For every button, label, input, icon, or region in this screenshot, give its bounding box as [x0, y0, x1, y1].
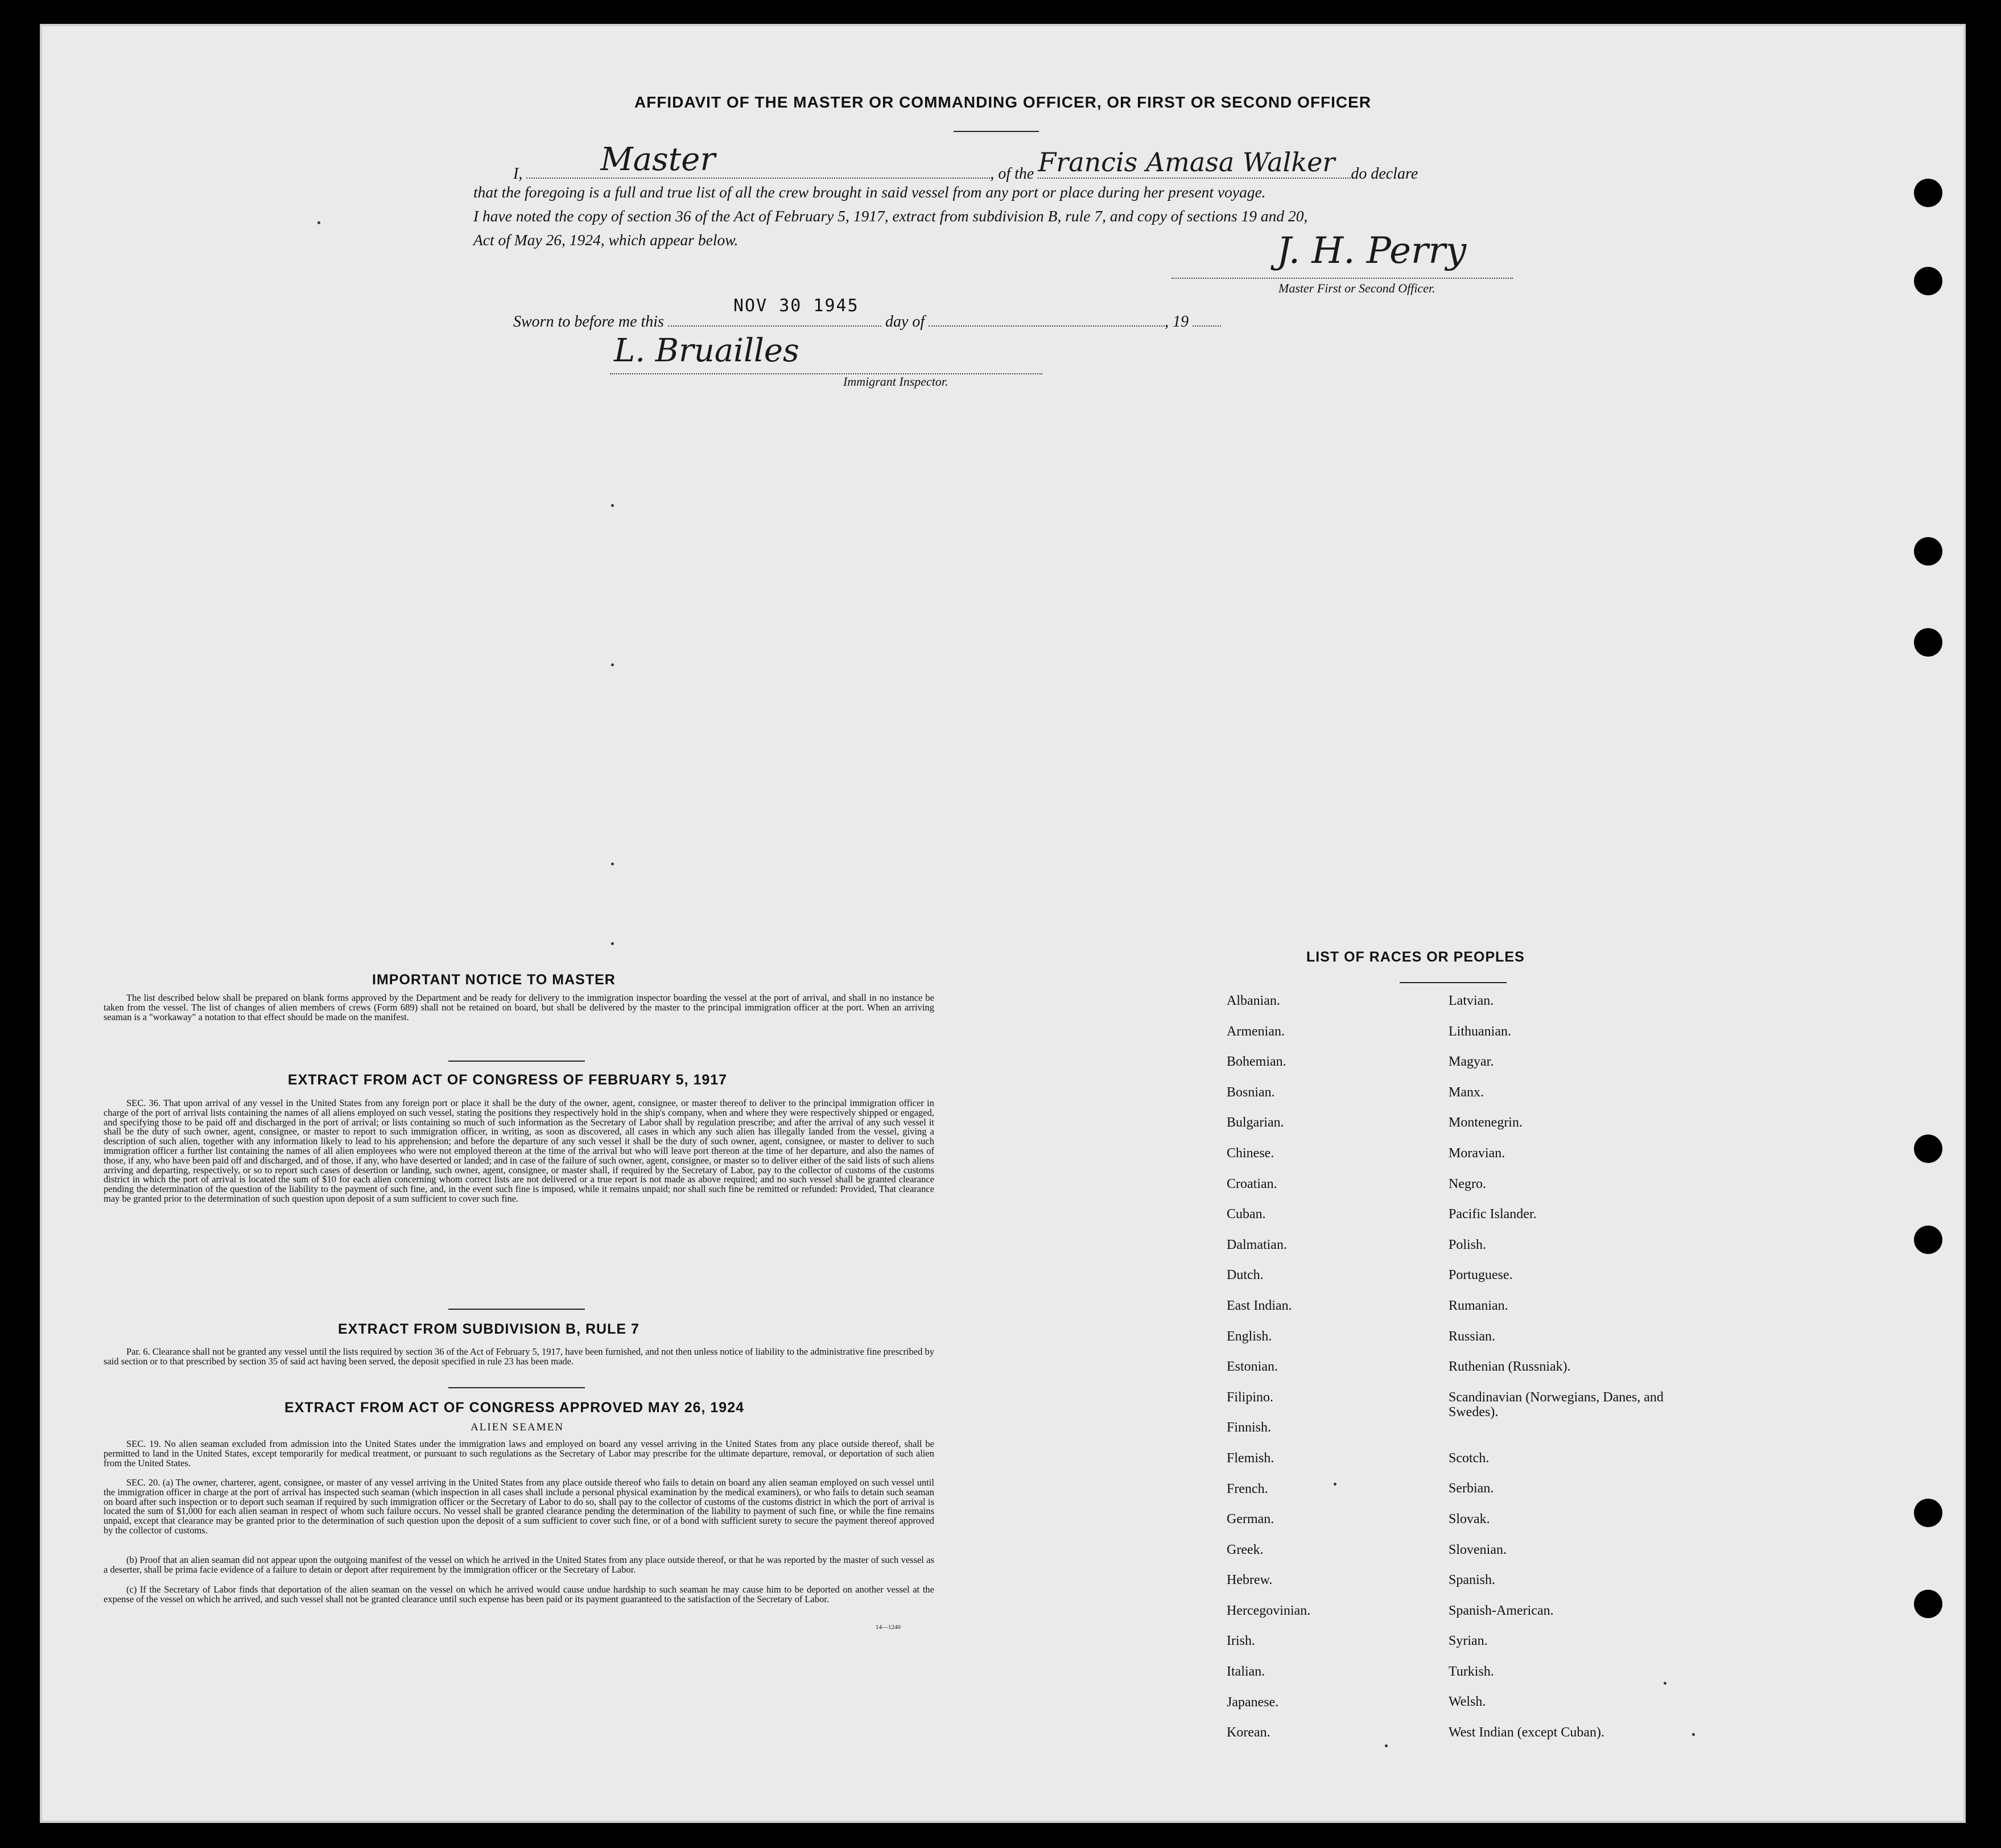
sec19-text: SEC. 19. No alien seaman excluded from admission into the United States under the immigration laws and employed on board any vessel arriving in the United States from any place outside thereof, shall be permitted to land in the United States, except temporarily for medical treatment, or pursuant to such regulations as the Secretary of Labor may prescribe for the ultimate departure, removal, or deportation of such alien from the United States.: [104, 1438, 934, 1468]
race-item: Magyar.: [1449, 1054, 1494, 1070]
race-item: Montenegrin.: [1449, 1115, 1523, 1131]
punch-hole: [1914, 628, 1942, 657]
vessel-name-field: [1038, 147, 1351, 179]
punch-hole: [1914, 1590, 1942, 1618]
punch-hole: [1914, 267, 1942, 295]
race-item: Scotch.: [1449, 1450, 1490, 1466]
punch-hole: [1914, 1499, 1942, 1527]
extract-1917-text: SEC. 36. That upon arrival of any vessel in the United States from any foreign port or place it shall be the duty of the owner, agent, consignee, or master thereof to deliver to the principal immigration officer in charge of the port of arrival lists containing the names of all aliens employed on such vessel, stating the positions they respectively hold in the ship's company, when and where they were respectively shipped or engaged, and specifying those to be paid off and discharged in the port of arrival; or lists containing so much of such information as the Secretary of Labor shall by regulation prescribe; and after the arrival of any such vessel it shall be the duty of such owner, agent, consignee, or master to report to such immigration officer, in writing, as soon as discovered, all cases in which any such alien has illegally landed from the vessel, giving a description of such alien, together with any information likely to lead to his apprehension; and before the departure of any such vessel it shall be the duty of such owner, agent, consignee, or master to deliver to such immigration officer a further list containing the names of all alien employees who were not employed thereon at the time of the arrival but who will leave port thereon at the time of her departure, and also the names of those, if any, who have been paid off and discharged, and of those, if any, who have deserted or landed; and in case of the failure of such owner, agent, consignee, or master so to deliver either of the said lists of such aliens arriving and departing, respectively, or so to report such cases of desertion or landing, such owner, agent, consignee, or master shall, if required by the Secretary of Labor, pay to the collector of customs of the customs district in which the port of arrival is located the sum of $10 for each alien concerning whom correct lists are not delivered or a true report is not made as above required; and no such vessel shall be granted clearance pending the determination of the question of the liability to the payment of such fine, and, in the event such fine is imposed, while it remains unpaid; nor shall such fine be remitted or refunded: Provided, That clearance may be granted prior to the determination of such question upon deposit of a sum sufficient to cover such fine.: [104, 1098, 934, 1204]
race-item: German.: [1227, 1512, 1274, 1527]
race-item: Slovenian.: [1449, 1542, 1507, 1557]
race-item: Turkish.: [1449, 1664, 1494, 1679]
race-item: French.: [1227, 1481, 1268, 1496]
affidavit-title: AFFIDAVIT OF THE MASTER OR COMMANDING OFFICER, OR FIRST OR SECOND OFFICER: [634, 93, 1372, 111]
race-item: Moravian.: [1449, 1145, 1505, 1161]
notice-text: The list described below shall be prepared on blank forms approved by the Department and be ready for delivery to the immigration inspector boarding the vessel at the port of arrival, and shall in no instance be taken from the vessel. The list of changes of alien members of crews (Form 689) shall not be retained on board, but shall be delivered by the master to the principal immigration officer at the port. When an arriving seaman is a "workaway" a notation to that effect should be made on the manifest.: [104, 992, 934, 1022]
race-item: Bulgarian.: [1227, 1115, 1284, 1131]
race-item: Korean.: [1227, 1725, 1270, 1740]
race-item: Portuguese.: [1449, 1268, 1513, 1283]
master-name-field: [526, 141, 990, 179]
master-name-handwriting: Master: [600, 141, 716, 178]
punch-hole: [1914, 1135, 1942, 1163]
race-item: Italian.: [1227, 1664, 1265, 1680]
race-item: Slovak.: [1449, 1511, 1490, 1527]
race-item: Japanese.: [1227, 1694, 1279, 1710]
ink-speck: [1692, 1733, 1695, 1736]
declaration-line-3: I have noted the copy of section 36 of the Act of February 5, 1917, extract from subdivision B, rule 7, and copy of sections 19 and 20,: [473, 207, 1308, 225]
declaration-line-1: [513, 141, 1418, 183]
section-rule: [448, 1061, 585, 1062]
race-item: Greek.: [1227, 1542, 1264, 1557]
inspector-signature: L. Bruailles: [614, 332, 799, 369]
race-item: Estonian.: [1227, 1359, 1278, 1375]
sec20a-text: SEC. 20. (a) The owner, charterer, agent, consignee, or master of any vessel arriving in the United States from any place outside thereof who fails to detain on board any alien seaman employed on such vessel until the immigration officer in charge at the port of arrival has inspected such seaman (which inspection in all cases shall include a personal physical examination by the medical examiners), or who fails to detain such seaman on board after such inspection or to deport such seaman if required by such immigration officer or the Secretary of Labor to do so, shall pay to the collector of customs of the customs district in which the port of arrival is located the sum of $1,000 for each alien seaman in respect of whom such failure occurs. No vessel shall be granted clearance pending the determination of the liability to payment of such fine, or while the fine remains unpaid, except that clearance may be granted prior to the determination of such question upon the deposit of a sum sufficient to cover such fine, or of a bond with sufficient surety to secure the payment thereof approved by the collector of customs.: [104, 1477, 934, 1536]
race-item: Lithuanian.: [1449, 1024, 1511, 1039]
month-field: [929, 311, 1165, 327]
race-item: Hebrew.: [1227, 1573, 1273, 1588]
race-item: Scandinavian (Norwegians, Danes, and Swedes).: [1449, 1389, 1664, 1420]
of-the-label: , of the: [990, 165, 1034, 183]
section-rule: [448, 1387, 585, 1388]
race-item: Dutch.: [1227, 1268, 1264, 1283]
race-item: Bohemian.: [1227, 1054, 1286, 1070]
inspector-caption: Immigrant Inspector.: [843, 374, 948, 389]
race-item: Polish.: [1449, 1237, 1487, 1252]
ink-speck: [1334, 1483, 1336, 1486]
inspector-signature-line: [610, 372, 1042, 374]
ink-speck: [317, 221, 320, 224]
race-item: Spanish-American.: [1449, 1603, 1554, 1618]
race-item: Flemish.: [1227, 1450, 1274, 1466]
race-item: Dalmatian.: [1227, 1237, 1287, 1252]
race-item: Manx.: [1449, 1084, 1484, 1100]
race-item: Ruthenian (Russniak).: [1449, 1359, 1571, 1375]
sworn-prefix: Sworn to before me this: [513, 313, 664, 331]
section-rule: [448, 1309, 585, 1310]
race-item: Finnish.: [1227, 1420, 1272, 1436]
ink-speck: [611, 504, 614, 507]
race-item: East Indian.: [1227, 1298, 1292, 1313]
year-field: [1193, 311, 1221, 327]
declaration-line-4: Act of May 26, 1924, which appear below.: [473, 231, 738, 249]
race-item: Negro.: [1449, 1176, 1486, 1191]
ink-speck: [611, 663, 614, 666]
race-item: Filipino.: [1227, 1389, 1274, 1405]
signature-line: [1171, 277, 1513, 279]
races-left-column: [1227, 993, 1310, 1756]
year-prefix: , 19: [1165, 313, 1189, 331]
punch-hole: [1914, 179, 1942, 207]
ink-speck: [611, 942, 614, 945]
declaration-line-2: that the foregoing is a full and true list of all the crew brought in said vessel from any port or place during her present voyage.: [473, 183, 1266, 201]
race-item: Irish.: [1227, 1634, 1255, 1649]
races-title: LIST OF RACES OR PEOPLES: [1306, 949, 1525, 965]
race-item: Armenian.: [1227, 1024, 1285, 1039]
race-item: Pacific Islander.: [1449, 1207, 1537, 1222]
sec20b-text: (b) Proof that an alien seaman did not appear upon the outgoing manifest of the vessel on which he arrived in the United States from any place outside thereof, or that he was reported by the master of such vessel as a deserter, shall be prima facie evidence of a failure to detain or deport after requirement by the immigration officer or the Secretary of Labor.: [104, 1554, 934, 1575]
sworn-day-field: [668, 296, 881, 327]
do-declare-label: do declare: [1351, 165, 1418, 183]
race-item: English.: [1227, 1329, 1272, 1344]
extract-1924-title: EXTRACT FROM ACT OF CONGRESS APPROVED MAY 26, 1924: [284, 1400, 745, 1416]
signature-caption: Master First or Second Officer.: [1278, 281, 1435, 295]
date-stamp: NOV 30 1945: [733, 296, 859, 316]
document-page: [40, 24, 1966, 1823]
sworn-line: [513, 296, 1221, 331]
punch-hole: [1914, 1226, 1942, 1254]
race-item: Serbian.: [1449, 1481, 1494, 1496]
race-item: Hercegovinian.: [1227, 1603, 1311, 1618]
race-item: Syrian.: [1449, 1634, 1488, 1649]
subdivision-text: Par. 6. Clearance shall not be granted any vessel until the lists required by section 36 of the Act of February 5, 1917, have been furnished, and not then unless notice of liability to the administrative fine prescribed by said section or to that prescribed by section 35 of said act having been served, the deposit specified in rule 23 has been made.: [104, 1346, 935, 1367]
i-prefix: I,: [513, 165, 523, 183]
race-item: Russian.: [1449, 1329, 1496, 1344]
race-item: Chinese.: [1227, 1145, 1274, 1161]
ink-speck: [1385, 1744, 1388, 1747]
race-item: Albanian.: [1227, 993, 1280, 1008]
title-rule: [954, 131, 1039, 132]
race-item: Rumanian.: [1449, 1298, 1508, 1313]
extract-1917-title: EXTRACT FROM ACT OF CONGRESS OF FEBRUARY 5, 1917: [287, 1072, 728, 1088]
race-item: Cuban.: [1227, 1207, 1266, 1222]
notice-title: IMPORTANT NOTICE TO MASTER: [372, 972, 616, 988]
subdivision-title: EXTRACT FROM SUBDIVISION B, RULE 7: [338, 1321, 640, 1337]
races-right-column: [1449, 993, 1670, 1756]
form-number: 14—1240: [876, 1624, 901, 1631]
master-signature: J. H. Perry: [1277, 230, 1467, 272]
ink-speck: [611, 863, 614, 865]
vessel-name-handwriting: Francis Amasa Walker: [1038, 147, 1335, 178]
race-item: West Indian (except Cuban).: [1449, 1725, 1604, 1740]
race-item: Welsh.: [1449, 1694, 1486, 1710]
races-rule: [1400, 982, 1507, 983]
race-item: Spanish.: [1449, 1573, 1496, 1588]
sec20c-text: (c) If the Secretary of Labor finds that deportation of the alien seaman on the vessel on which he arrived would cause undue hardship to such seaman he may cause him to be deported on another vessel at the expense of the vessel on which he arrived, and such vessel shall not be granted clearance until such expense has been paid or its payment guaranteed to the satisfaction of the Secretary of Labor.: [104, 1584, 934, 1604]
day-of-label: day of: [885, 313, 925, 331]
alien-seamen-subtitle: ALIEN SEAMEN: [471, 1421, 564, 1433]
race-item: Latvian.: [1449, 993, 1494, 1008]
punch-hole: [1914, 537, 1942, 566]
race-item: Bosnian.: [1227, 1084, 1275, 1100]
race-item: Croatian.: [1227, 1176, 1277, 1191]
